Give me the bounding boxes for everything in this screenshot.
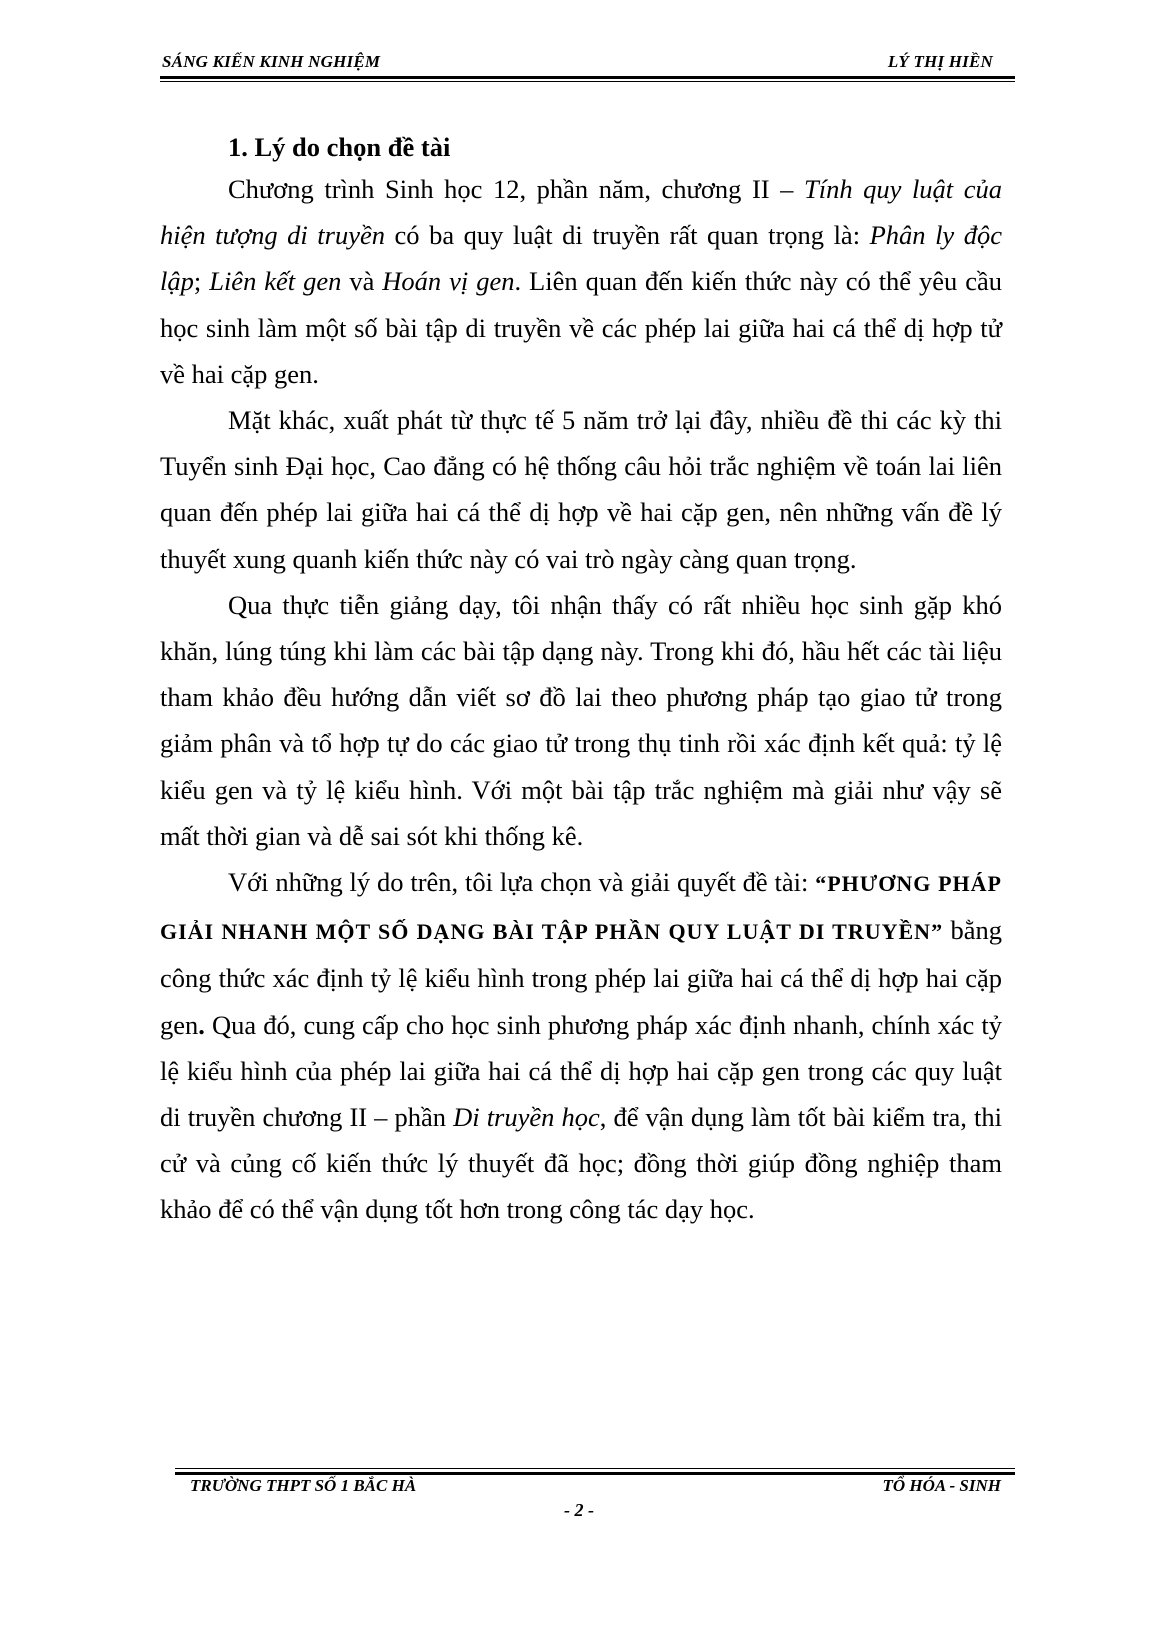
text-run: . Liên quan đến kiến thức này có thể yêu cầu học sinh làm một số bài tập di truyền về các phép lai giữa hai cá thể dị hợp tử về hai cặp gen. xyxy=(160,266,1003,389)
header-document-type: SÁNG KIẾN KINH NGHIỆM xyxy=(162,52,381,71)
header-rule xyxy=(160,76,1015,79)
text-run: Với những lý do trên, tôi lựa chọn và giải quyết đề tài: xyxy=(228,867,816,898)
header-author: LÝ THỊ HIỀN xyxy=(887,52,993,71)
italic-term: Liên kết gen xyxy=(209,266,342,297)
topic-title: “PHƯƠNG PHÁP GIẢI NHANH MỘT SỐ DẠNG BÀI TẬP PHẦN QUY LUẬT DI TRUYỀN” xyxy=(160,871,1002,945)
footer-rule xyxy=(175,1472,1015,1475)
italic-term: Tính quy luật của hiện tượng di truyền xyxy=(160,174,1002,251)
footer-rule-thin xyxy=(175,1468,1015,1469)
text-run: ; xyxy=(193,266,210,297)
text-run: , để vận dụng làm tốt bài kiểm tra, thi cử và củng cố kiến thức lý thuyết đã học; đồng thời giúp đồng nghiệp tham khảo để có thể vận dụng tốt hơn trong công tác dạy học. xyxy=(160,1102,1002,1225)
text-run: Qua đó, cung cấp cho học sinh phương pháp xác định nhanh, chính xác tỷ lệ kiểu hình của phép lai giữa hai cá thể dị hợp hai cặp gen trong các quy luật di truyền chương II – phần xyxy=(160,1009,1002,1133)
text-run: Chương trình Sinh học 12, phần năm, chương II – xyxy=(228,174,804,204)
footer-department: TỔ HÓA - SINH xyxy=(882,1476,1001,1495)
paragraph-2: Mặt khác, xuất phát từ thực tế 5 năm trở lại đây, nhiều đề thi các kỳ thi Tuyển sinh Đại học, Cao đẳng có hệ thống câu hỏi trắc nghiệm về toán lai liên quan đến phép lai giữa hai cá thể dị hợp về hai cặp gen, nên những vấn đề lý thuyết xung quanh kiến thức này có vai trò ngày càng quan trọng. xyxy=(160,405,1002,574)
section-heading: 1. Lý do chọn đề tài xyxy=(228,132,451,162)
page-number: - 2 - xyxy=(564,1500,594,1520)
paragraph-1 xyxy=(160,166,1002,397)
header-rule-thin xyxy=(160,81,1015,82)
italic-term: Phân ly độc lập xyxy=(160,220,1002,297)
text-run: . xyxy=(198,1009,205,1040)
paragraph-3: Qua thực tiễn giảng dạy, tôi nhận thấy có rất nhiều học sinh gặp khó khăn, lúng túng khi làm các bài tập dạng này. Trong khi đó, hầu hết các tài liệu tham khảo đều hướng dẫn viết sơ đồ lai theo phương pháp tạo giao tử trong giảm phân và tổ hợp tự do các giao tử trong thụ tinh rồi xác định kết quả: tỷ lệ kiểu gen và tỷ lệ kiểu hình. Với một bài tập trắc nghiệm mà giải như vậy sẽ mất thời gian và dễ sai sót khi thống kê. xyxy=(160,589,1002,851)
paragraph-4 xyxy=(160,859,1002,1233)
text-run: và xyxy=(341,266,383,297)
text-run: có ba quy luật di truyền rất quan trọng là: xyxy=(385,220,870,251)
page-header xyxy=(160,50,1015,78)
text-run: bằng công thức xác định tỷ lệ kiểu hình trong phép lai giữa hai cá thể dị hợp hai cặp gen xyxy=(160,915,1003,1040)
document-body xyxy=(160,128,1002,1233)
footer-school: TRƯỜNG THPT SỐ 1 BẮC HÀ xyxy=(190,1476,417,1495)
italic-term: Di truyền học xyxy=(453,1102,600,1133)
italic-term: Hoán vị gen xyxy=(382,266,515,297)
